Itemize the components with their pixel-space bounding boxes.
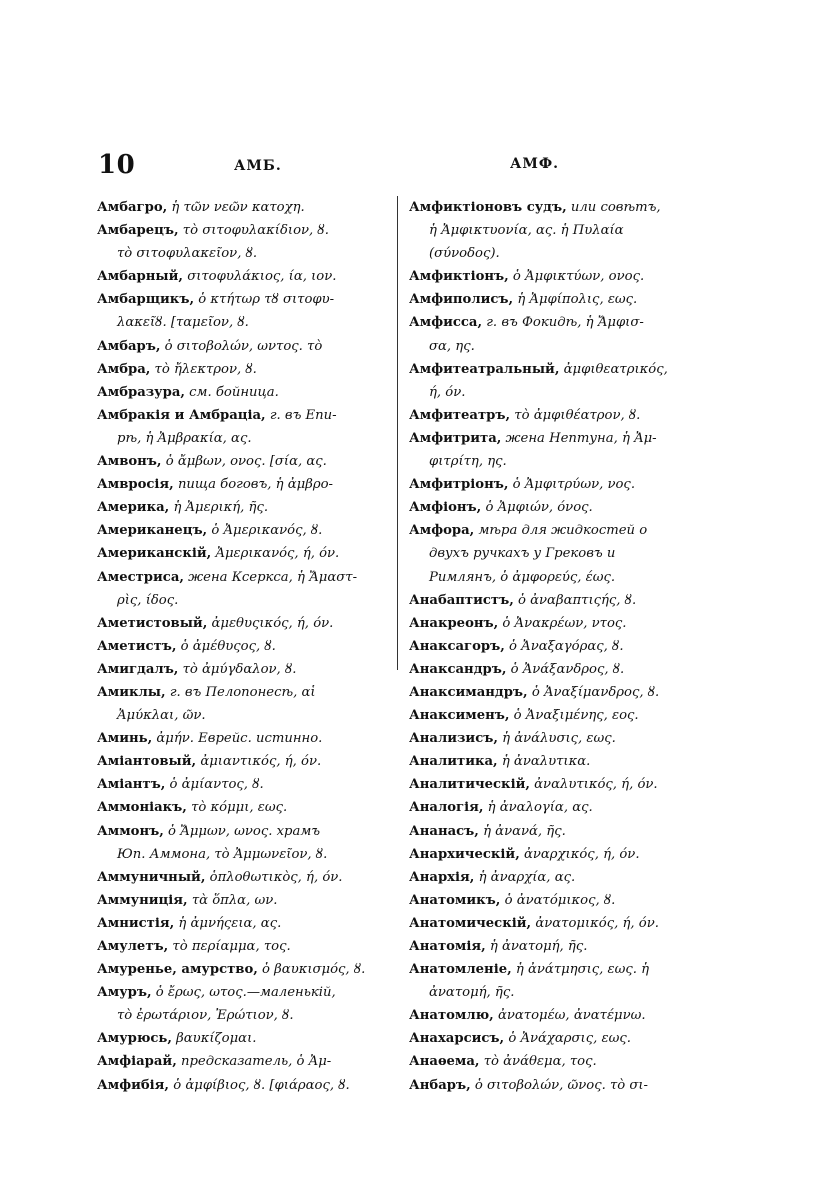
headword: Амбарщикъ, bbox=[97, 292, 195, 308]
translation: ὁ Ἀναξαγόρας, ȣ. bbox=[504, 638, 624, 654]
entry-continuation bbox=[409, 542, 705, 565]
headword: Амфора, bbox=[409, 523, 475, 539]
translation: ὁ ἄμβων, ονος. [σία, ας. bbox=[161, 454, 327, 470]
translation: ἡ ἀνάλυσις, εως. bbox=[497, 731, 616, 747]
translation: τὸ ἀμφιθέατρον, ȣ. bbox=[510, 407, 641, 423]
translation: ἡ Ἀμφίπολις, εως. bbox=[513, 292, 638, 308]
translation: ἡ ἀνατομή, ῆς. bbox=[485, 939, 588, 954]
dictionary-entry bbox=[409, 889, 705, 912]
translation: βαυκίζομαι. bbox=[171, 1031, 257, 1047]
dictionary-entry bbox=[409, 750, 705, 773]
headword: Анаксимандръ, bbox=[409, 684, 528, 700]
dictionary-entry bbox=[97, 473, 385, 496]
dictionary-entry bbox=[97, 566, 385, 589]
translation: Ἀμύκλαι, ῶν. bbox=[117, 708, 206, 724]
headword: Амфисса, bbox=[409, 315, 483, 331]
entry-continuation bbox=[97, 311, 385, 334]
translation: ὁ Ἀμφιών, όνος. bbox=[481, 500, 593, 516]
dictionary-entry bbox=[409, 681, 705, 704]
entry-continuation bbox=[97, 1004, 385, 1027]
translation: ὁ σιτοβολών, ωντος. τὸ bbox=[160, 338, 323, 354]
translation: ὁ ἀμφίβιος, ȣ. [φιάραος, ȣ. bbox=[169, 1077, 350, 1093]
headword: Амфитеатръ, bbox=[409, 407, 511, 423]
headword: Аналитическій, bbox=[409, 777, 530, 793]
headword: Амфиполисъ, bbox=[409, 292, 514, 308]
entry-continuation bbox=[409, 450, 705, 473]
translation: τὸ ἤλεκτρον, ȣ. bbox=[150, 361, 257, 377]
translation: рѣ, ἡ Ἀμβρακία, ας. bbox=[117, 430, 252, 446]
dictionary-entry bbox=[97, 681, 385, 704]
translation: ἡ τῶν νεῶν κατοχη. bbox=[167, 200, 305, 215]
translation: ὁ βαυκισμός, ȣ. bbox=[257, 962, 366, 978]
translation: пища боговъ, ἡ ἀμβρο- bbox=[173, 477, 333, 493]
headword: Амбразура, bbox=[97, 384, 185, 400]
headword: Аметистъ, bbox=[97, 638, 177, 654]
headword: Аместриса, bbox=[97, 569, 184, 585]
headword: Амурюсь, bbox=[97, 1031, 172, 1047]
dictionary-entry bbox=[409, 727, 705, 750]
dictionary-entry bbox=[409, 935, 705, 958]
translation: ἀνατομή, ῆς. bbox=[429, 985, 515, 1001]
dictionary-entry bbox=[409, 1027, 705, 1050]
dictionary-entry bbox=[409, 912, 705, 935]
headword: Амигдалъ, bbox=[97, 661, 179, 677]
headword: Амиклы, bbox=[97, 684, 166, 700]
translation: ἀναλυτικός, ή, όν. bbox=[529, 777, 658, 793]
headword: Америка, bbox=[97, 500, 170, 516]
translation: ὁ ἀμίαντος, ȣ. bbox=[165, 777, 264, 793]
dictionary-entry bbox=[409, 589, 705, 612]
translation: τὸ σιτοφυλακίδιον, ȣ. bbox=[178, 223, 329, 239]
entry-continuation bbox=[97, 843, 385, 866]
headword: Анаксименъ, bbox=[409, 708, 510, 724]
translation: ή, όν. bbox=[429, 384, 466, 400]
dictionary-entry bbox=[97, 912, 385, 935]
translation: ὁ ἀνατόμικος, ȣ. bbox=[500, 892, 616, 908]
translation: предсказатель, ὁ Ἀμ- bbox=[176, 1054, 332, 1070]
headword: Анаксандръ, bbox=[409, 661, 507, 677]
headword: Анаксагоръ, bbox=[409, 638, 505, 654]
headword: Амбарный, bbox=[97, 269, 184, 285]
dictionary-entry bbox=[97, 1074, 385, 1097]
headword: Анатомикъ, bbox=[409, 892, 501, 908]
translation: (σύνοδος). bbox=[429, 246, 500, 262]
right-column bbox=[409, 196, 705, 1097]
translation: ὁ Ἀναξιμένης, εος. bbox=[509, 708, 639, 724]
entry-continuation bbox=[97, 589, 385, 612]
dictionary-entry bbox=[97, 796, 385, 819]
headword: Амфиктіонъ, bbox=[409, 269, 509, 285]
dictionary-entry bbox=[97, 727, 385, 750]
translation: Римлянъ, ὁ ἀμφορεύς, έως. bbox=[429, 569, 616, 585]
headword: Аммуниція, bbox=[97, 892, 188, 908]
dictionary-entry bbox=[97, 381, 385, 404]
headword: Амбра, bbox=[97, 361, 151, 377]
translation: см. бойница. bbox=[184, 384, 279, 400]
headword: Американскій, bbox=[97, 546, 212, 562]
translation: ἡ ἀναλυτικα. bbox=[497, 754, 591, 770]
dictionary-entry bbox=[409, 196, 705, 219]
headword: Аметистовый, bbox=[97, 615, 208, 631]
translation: ὁ Ἀνάχαρσις, εως. bbox=[504, 1031, 631, 1047]
guide-word-right: АМФ. bbox=[510, 156, 560, 172]
dictionary-entry bbox=[97, 866, 385, 889]
translation: двухъ ручкахъ у Грековъ и bbox=[429, 546, 616, 562]
translation: ἡ ἀναρχία, ας. bbox=[474, 869, 576, 885]
entry-continuation bbox=[409, 335, 705, 358]
page-header bbox=[98, 150, 708, 190]
dictionary-entry bbox=[409, 288, 705, 311]
headword: Анатомлю, bbox=[409, 1008, 494, 1024]
translation: ἀμφιθεατρικός, bbox=[559, 361, 668, 377]
translation: ἀναρχικός, ή, όν. bbox=[519, 846, 640, 862]
translation: τὸ ἐρωτάριον, Ἐρώτιον, ȣ. bbox=[117, 1008, 294, 1024]
dictionary-entry bbox=[97, 219, 385, 242]
dictionary-entry bbox=[409, 704, 705, 727]
dictionary-entry bbox=[409, 519, 705, 542]
dictionary-entry bbox=[409, 358, 705, 381]
dictionary-entry bbox=[97, 450, 385, 473]
headword: Аміантовый, bbox=[97, 754, 197, 770]
translation: τὸ περίαμμα, τος. bbox=[168, 939, 291, 954]
dictionary-entry bbox=[409, 796, 705, 819]
headword: Амбарецъ, bbox=[97, 223, 179, 239]
translation: ὁ Ἀνακρέων, ντος. bbox=[498, 615, 627, 631]
translation: φιτρίτη, ης. bbox=[429, 454, 507, 470]
translation: ἡ ἀμνήςεια, ας. bbox=[174, 915, 282, 931]
entry-continuation bbox=[409, 566, 705, 589]
dictionary-entry bbox=[97, 820, 385, 843]
translation: ὁ κτήτωρ τȣ σιτοφυ- bbox=[194, 292, 335, 308]
translation: жена Нептуна, ἡ Ἀμ- bbox=[501, 430, 657, 446]
headword: Амуръ, bbox=[97, 985, 152, 1001]
headword: Амнистія, bbox=[97, 915, 175, 931]
headword: Анархія, bbox=[409, 869, 475, 885]
dictionary-entry bbox=[97, 335, 385, 358]
entry-continuation bbox=[409, 219, 705, 242]
headword: Амфитрита, bbox=[409, 430, 502, 446]
headword: Аміантъ, bbox=[97, 777, 166, 793]
dictionary-entry bbox=[97, 196, 385, 219]
headword: Амфибія, bbox=[97, 1077, 170, 1093]
headword: Ананасъ, bbox=[409, 823, 479, 839]
translation: жена Ксеркса, ἡ Ἄμαστ- bbox=[183, 569, 358, 585]
dictionary-entry bbox=[97, 288, 385, 311]
translation: Юп. Аммона, τὸ Ἀμμωνεῖον, ȣ. bbox=[117, 846, 328, 862]
headword: Анбаръ, bbox=[409, 1077, 471, 1093]
translation: или совѣтъ, bbox=[566, 200, 661, 215]
dictionary-entry bbox=[409, 1074, 705, 1097]
translation: ὁ ἀναβαπτιςής, ȣ. bbox=[513, 592, 637, 608]
translation: ἀμήν. Еврейс. истинно. bbox=[152, 731, 323, 747]
translation: τὸ ἀμύγδαλον, ȣ. bbox=[178, 661, 297, 677]
dictionary-entry bbox=[97, 750, 385, 773]
translation: ἡ Ἀμφικτυονία, ας. ἡ Πυλαία bbox=[429, 223, 624, 239]
translation: мѣра для жидкостей о bbox=[474, 523, 648, 539]
headword: Амфиктіоновъ судъ, bbox=[409, 200, 567, 215]
left-column bbox=[97, 196, 385, 1097]
dictionary-entry bbox=[97, 958, 385, 981]
dictionary-entry bbox=[409, 658, 705, 681]
dictionary-entry bbox=[97, 935, 385, 958]
dictionary-entry bbox=[409, 958, 705, 981]
headword: Амвонъ, bbox=[97, 454, 162, 470]
dictionary-entry bbox=[97, 358, 385, 381]
dictionary-entry bbox=[97, 773, 385, 796]
dictionary-entry bbox=[409, 773, 705, 796]
translation: ὁ ἀμέθυςος, ȣ. bbox=[176, 638, 276, 654]
headword: Анахарсисъ, bbox=[409, 1031, 505, 1047]
headword: Амфіарай, bbox=[97, 1054, 177, 1070]
headword: Аммуничный, bbox=[97, 869, 206, 885]
headword: Аммонъ, bbox=[97, 823, 164, 839]
guide-word-left: АМБ. bbox=[234, 158, 282, 174]
dictionary-entry bbox=[97, 404, 385, 427]
dictionary-entry bbox=[409, 1050, 705, 1073]
translation: Ἀμερικανός, ή, όν. bbox=[211, 546, 340, 562]
entry-continuation bbox=[97, 704, 385, 727]
dictionary-entry bbox=[97, 265, 385, 288]
headword: Амбагро, bbox=[97, 200, 168, 215]
translation: ὁπλοθωτικὸς, ή, όν. bbox=[205, 869, 343, 885]
translation: σιτοφυλάκιος, ία, ιον. bbox=[183, 269, 337, 285]
headword: Амбаръ, bbox=[97, 338, 161, 354]
entry-continuation bbox=[409, 981, 705, 1004]
entry-continuation bbox=[97, 242, 385, 265]
translation: ὁ Ἀναξίμανδρος, ȣ. bbox=[527, 684, 660, 700]
translation: ἡ Ἀμερική, ῆς. bbox=[169, 500, 269, 516]
translation: ὁ σιτοβολών, ῶνος. τὸ σι- bbox=[470, 1077, 649, 1093]
dictionary-entry bbox=[97, 981, 385, 1004]
translation: г. въ Пелопонесѣ, αἱ bbox=[165, 684, 316, 700]
headword: Аммоніакъ, bbox=[97, 800, 187, 816]
dictionary-entry bbox=[409, 843, 705, 866]
translation: ἀμιαντικός, ή, όν. bbox=[196, 754, 322, 770]
translation: ὁ Ἀμφικτύων, ονος. bbox=[508, 269, 645, 285]
headword: Амфіонъ, bbox=[409, 500, 482, 516]
translation: ὁ Ἄμμων, ωνος. храмъ bbox=[163, 823, 321, 839]
dictionary-entry bbox=[409, 427, 705, 450]
dictionary-entry bbox=[409, 496, 705, 519]
dictionary-entry bbox=[409, 612, 705, 635]
translation: ἀνατομέω, ἀνατέμνω. bbox=[493, 1008, 646, 1024]
headword: Аминь, bbox=[97, 731, 153, 747]
page-number: 10 bbox=[98, 150, 136, 180]
dictionary-entry bbox=[409, 311, 705, 334]
headword: Анакреонъ, bbox=[409, 615, 499, 631]
translation: τὸ ἀνάθεμα, τος. bbox=[479, 1054, 597, 1070]
dictionary-entry bbox=[97, 1027, 385, 1050]
translation: τὰ ὅπλα, ων. bbox=[187, 892, 278, 908]
translation: г. въ Фокидѣ, ἡ Ἄμφισ- bbox=[482, 315, 644, 331]
dictionary-entry bbox=[97, 519, 385, 542]
translation: ὁ Ἀμερικανός, ȣ. bbox=[207, 523, 323, 539]
dictionary-entry bbox=[409, 866, 705, 889]
dictionary-entry bbox=[97, 496, 385, 519]
entry-continuation bbox=[97, 427, 385, 450]
dictionary-entry bbox=[97, 658, 385, 681]
headword: Анализисъ, bbox=[409, 731, 498, 747]
translation: τὸ σιτοφυλακεῖον, ȣ. bbox=[117, 246, 258, 262]
translation: ἀνατομικός, ή, όν. bbox=[531, 915, 659, 931]
headword: Амбракія и Амбраціа, bbox=[97, 407, 266, 423]
translation: ὁ ἔρως, ωτος.—маленькій, bbox=[151, 985, 336, 1001]
translation: λακεῖȣ. [ταμεῖον, ȣ. bbox=[117, 315, 249, 331]
dictionary-entry bbox=[409, 265, 705, 288]
dictionary-entry bbox=[409, 1004, 705, 1027]
translation: ἡ ἀνάτμησις, εως. ἡ bbox=[511, 962, 650, 978]
translation: ἡ ἀναλογία, ας. bbox=[483, 800, 593, 816]
dictionary-entry bbox=[409, 404, 705, 427]
dictionary-entry bbox=[97, 1050, 385, 1073]
headword: Анархическій, bbox=[409, 846, 520, 862]
dictionary-entry bbox=[409, 635, 705, 658]
headword: Аналитика, bbox=[409, 754, 498, 770]
translation: г. въ Епи- bbox=[265, 407, 337, 423]
translation: ἡ ἀνανά, ῆς. bbox=[478, 823, 566, 839]
headword: Анатомія, bbox=[409, 939, 486, 954]
dictionary-entry bbox=[97, 635, 385, 658]
translation: ὁ Ἀμφιτρύων, νος. bbox=[508, 477, 636, 493]
entry-continuation bbox=[409, 242, 705, 265]
headword: Аналогія, bbox=[409, 800, 484, 816]
headword: Амвросія, bbox=[97, 477, 174, 493]
translation: ρὶς, ίδος. bbox=[117, 592, 179, 608]
headword: Анабаптистъ, bbox=[409, 592, 514, 608]
dictionary-entry bbox=[97, 612, 385, 635]
headword: Амфитеатральный, bbox=[409, 361, 560, 377]
headword: Амулетъ, bbox=[97, 939, 169, 954]
column-divider bbox=[397, 196, 398, 670]
entry-continuation bbox=[409, 381, 705, 404]
headword: Амуренье, амурство, bbox=[97, 962, 258, 978]
dictionary-entry bbox=[97, 542, 385, 565]
headword: Анаѳема, bbox=[409, 1054, 480, 1070]
dictionary-entry bbox=[97, 889, 385, 912]
translation: σα, ης. bbox=[429, 338, 475, 354]
translation: ἀμεθυςικός, ή, όν. bbox=[207, 615, 334, 631]
translation: ὁ Ἀνάξανδρος, ȣ. bbox=[506, 661, 625, 677]
dictionary-entry bbox=[409, 820, 705, 843]
headword: Американецъ, bbox=[97, 523, 208, 539]
headword: Анатомическій, bbox=[409, 915, 532, 931]
dictionary-entry bbox=[409, 473, 705, 496]
headword: Амфитріонъ, bbox=[409, 477, 509, 493]
translation: τὸ κόμμι, εως. bbox=[186, 800, 288, 816]
headword: Анатомленіе, bbox=[409, 962, 512, 978]
